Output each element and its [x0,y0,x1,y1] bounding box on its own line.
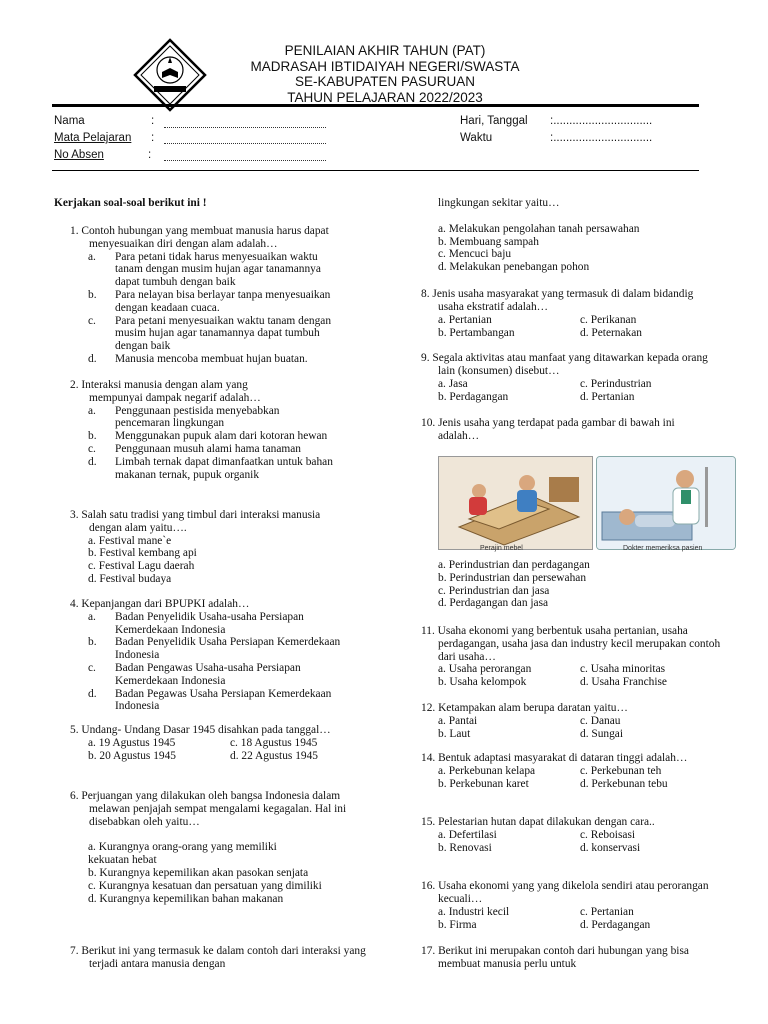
option-b[interactable]: b. Perindustrian dan persewahan [438,571,587,584]
option-d[interactable]: d. Peternakan [580,326,642,339]
option-a[interactable] [70,405,360,431]
question-16-stem: 16. Usaha ekonomi yang yang dikelola sendiri atau perorangan kecuali… [421,880,709,905]
nama-colon: : [151,115,155,127]
question-3 [70,509,360,586]
option-letter: c. [88,314,96,327]
furniture-craftsman-image [438,456,593,550]
option-d[interactable]: d. Melakukan penebangan pohon [438,261,590,274]
option-b[interactable]: b. Membuang sampah [438,235,539,248]
question-11-stem: 11. Usaha ekonomi yang berbentuk usaha pertanian, usaha perdagangan, usaha jasa dan industry kecil merupakan contoh dari usaha… [421,625,721,663]
furniture-craftsman-caption: Perajin mebel [480,545,523,552]
option-c[interactable]: c. Perindustrian [580,377,652,390]
option-letter: a. [88,250,96,263]
header-line-3: SE-KABUPATEN PASURUAN [294,74,476,89]
option-text: Badan Pengawas Usaha-usaha Persiapan Kemerdekaan Indonesia [115,661,301,687]
absen-label: No Absen [54,149,104,161]
option-a[interactable] [70,611,360,637]
option-b[interactable]: b. Perdagangan [438,390,509,403]
mapel-label: Mata Pelajaran [54,132,132,144]
question-1-stem: 1. Contoh hubungan yang membuat manusia harus dapat menyesuaikan diri dengan alam adalah… [70,225,329,250]
option-c[interactable]: c. 18 Agustus 1945 [230,736,318,749]
option-a[interactable]: a. Usaha perorangan [438,663,532,676]
header-line-1: PENILAIAN AKHIR TAHUN (PAT) [284,43,486,58]
header-title [200,43,570,105]
option-letter: a. [88,404,96,417]
question-6-stem: 6. Perjuangan yang dilakukan oleh bangsa Indonesia dalam melawan penjajah sempat mengalami kegagalan. Hal ini disebabkan oleh yaitu… [70,790,347,828]
option-b[interactable]: b. Perkebunan karet [438,777,529,790]
question-2-stem: 2. Interaksi manusia dengan alam yang mempunyai dampak negarif adalah… [70,379,261,404]
option-text: Badan Penyelidik Usaha Persiapan Kemerdekaan Indonesia [115,636,341,662]
header-line-2: MADRASAH IBTIDAIYAH NEGERI/SWASTA [250,58,520,74]
option-d[interactable]: d. 22 Agustus 1945 [230,749,318,762]
nama-field[interactable] [164,127,326,128]
option-c[interactable]: c. Mencuci baju [438,248,512,261]
option-a[interactable]: a. Jasa [438,377,468,390]
question-9-stem: 9. Segala aktivitas atau manfaat yang ditawarkan kepada orang lain (konsumen) disebut… [421,352,708,377]
option-c[interactable]: c. Perindustrian dan jasa [438,584,550,597]
option-letter: b. [88,430,97,443]
question-17-stem: 17. Berikut ini merupakan contoh dari hubungan yang bisa membuat manusia perlu untuk [421,945,689,970]
option-d[interactable]: d. Kurangnya kepemilikan bahan makanan [88,892,284,905]
option-letter: c. [88,442,96,455]
question-10-options [438,559,698,610]
mapel-field[interactable] [164,143,326,144]
option-d[interactable]: d. konservasi [580,841,641,854]
question-17 [421,945,721,971]
option-c[interactable]: c. Usaha minoritas [580,663,666,676]
option-c[interactable]: c. Reboisasi [580,828,636,841]
option-text: Penggunaan musuh alami hama tanaman [115,442,301,455]
hari-label: Hari, Tanggal [460,115,528,127]
option-a[interactable]: a. Festival mane`e [88,534,172,547]
option-d[interactable]: d. Festival budaya [88,572,172,585]
option-letter: d. [88,687,97,700]
hari-field[interactable]: :............................... [550,115,653,127]
option-d[interactable]: d. Perdagangan dan jasa [438,597,549,610]
option-a[interactable]: a. Melakukan pengolahan tanah persawahan [438,222,640,235]
option-c[interactable]: c. Pertanian [580,905,634,918]
option-a[interactable]: a. Industri kecil [438,905,510,918]
question-12-stem: 12. Ketampakan alam berupa daratan yaitu… [421,702,628,714]
question-3-stem: 3. Salah satu tradisi yang timbul dari interaksi manusia dengan alam yaitu…. [70,509,321,534]
option-c[interactable] [70,662,360,688]
option-d[interactable] [70,353,360,366]
option-b[interactable]: b. Laut [438,727,471,740]
doctor-patient-image [596,456,736,550]
question-12 [421,702,721,741]
question-1 [70,225,360,366]
option-a[interactable] [70,251,360,289]
option-d[interactable] [70,456,360,482]
doctor-patient-caption: Dokter memeriksa pasien [623,545,703,552]
option-d[interactable]: d. Sungai [580,727,624,740]
option-c[interactable] [70,315,360,353]
waktu-label: Waktu [460,132,493,144]
option-text: Menggunakan pupuk alam dari kotoran hewan [115,430,328,443]
question-4-stem: 4. Kepanjangan dari BPUPKI adalah… [70,598,250,610]
option-text: Penggunaan pestisida menyebabkan pencemaran lingkungan [115,404,280,430]
option-d[interactable]: d. Perdagangan [580,918,651,931]
question-7-stem: 7. Berikut ini yang termasuk ke dalam contoh dari interaksi yang terjadi antara manusia dengan [70,945,366,970]
question-9 [421,352,711,404]
option-c[interactable] [70,443,360,456]
option-c[interactable]: c. Danau [580,714,621,727]
option-text: Para nelayan bisa berlayar tanpa menyesuaikan dengan keadaan cuaca. [115,288,331,314]
question-14-stem: 14. Bentuk adaptasi masyarakat di dataran tinggi adalah… [421,752,688,764]
option-text: Badan Penyelidik Usaha-usaha Persiapan Kemerdekaan Indonesia [115,610,304,636]
question-10-stem: 10. Jenis usaha yang terdapat pada gambar di bawah ini adalah… [421,417,675,442]
question-5-stem: 5. Undang- Undang Dasar 1945 disahkan pada tanggal… [70,724,331,736]
mapel-colon: : [151,132,155,144]
option-c[interactable]: c. Kurangnya kesatuan dan persatuan yang dimiliki [88,879,322,892]
option-d[interactable]: d. Perkebunan tebu [580,777,668,790]
option-letter: d. [88,455,97,468]
option-b[interactable]: b. Festival kembang api [88,547,197,560]
question-6 [70,790,360,905]
option-a[interactable]: a. 19 Agustus 1945 [88,736,176,749]
option-a[interactable]: a. Kurangnya orang-orang yang memiliki kekuatan hebat [88,841,277,867]
option-b[interactable]: b. Firma [438,918,477,931]
option-b[interactable]: b. Kurangnya kepemilikan akan pasokan senjata [88,866,309,879]
header-rule-thin [52,170,699,171]
question-4 [70,598,360,713]
question-15-stem: 15. Pelestarian hutan dapat dilakukan dengan cara.. [421,816,655,828]
option-b[interactable] [70,430,360,443]
question-15 [421,816,721,855]
question-16 [421,880,721,932]
option-c[interactable]: c. Perkebunan teh [580,764,662,777]
question-5 [70,724,360,763]
option-text: Limbah ternak dapat dimanfaatkan untuk bahan makanan ternak, pupuk organik [115,455,333,481]
option-d[interactable]: d. Pertanian [580,390,635,403]
option-b[interactable]: b. 20 Agustus 1945 [88,749,176,762]
option-letter: b. [88,288,97,301]
question-7 [70,945,366,971]
header-line-4: TAHUN PELAJARAN 2022/2023 [287,89,483,105]
question-7-cont-text: lingkungan sekitar yaitu… [438,197,560,209]
option-letter: d. [88,352,97,365]
option-letter: c. [88,661,96,674]
question-10 [421,417,711,443]
school-logo [133,38,207,112]
nama-label: Nama [54,115,85,127]
header-rule-thick [52,104,699,107]
option-text: Badan Pegawas Usaha Persiapan Kemerdekaan Indonesia [115,687,332,713]
option-b[interactable] [70,636,360,662]
option-text: Manusia mencoba membuat hujan buatan. [115,352,308,365]
option-a[interactable]: a. Pantai [438,714,478,727]
option-d[interactable] [70,688,360,714]
option-text: Para petani tidak harus menyesuaikan waktu tanam dengan musim hujan agar tanamannya dapat tumbuh dengan baik [115,250,321,289]
question-8-stem: 8. Jenis usaha masyarakat yang termasuk di dalam bidandig usaha ekstratif adalah… [421,288,694,313]
option-a[interactable]: a. Defertilasi [438,828,497,841]
option-letter: b. [88,636,97,649]
option-c[interactable]: c. Festival Lagu daerah [88,560,195,573]
absen-colon: : [148,149,152,161]
question-8 [421,288,711,340]
instruction: Kerjakan soal-soal berikut ini ! [54,197,207,209]
option-a[interactable]: a. Perindustrian dan perdagangan [438,559,590,571]
question-7-continued [438,197,718,274]
option-a[interactable]: a. Pertanian [438,313,492,326]
option-d[interactable]: d. Usaha Franchise [580,676,667,689]
option-b[interactable]: b. Usaha kelompok [438,676,527,689]
absen-field[interactable] [164,160,326,161]
question-11 [421,625,721,689]
option-text: Para petani menyesuaikan waktu tanam dengan musim hujan agar tanamannya dapat tumbuh dengan baik [115,314,332,353]
option-c[interactable]: c. Perikanan [580,313,637,326]
question-2 [70,379,360,481]
question-14 [421,752,721,791]
option-b[interactable] [70,289,360,315]
option-a[interactable]: a. Perkebunan kelapa [438,764,536,777]
waktu-field[interactable]: :............................... [550,132,653,144]
option-letter: a. [88,610,96,623]
option-b[interactable]: b. Renovasi [438,841,492,854]
option-b[interactable]: b. Pertambangan [438,326,515,339]
